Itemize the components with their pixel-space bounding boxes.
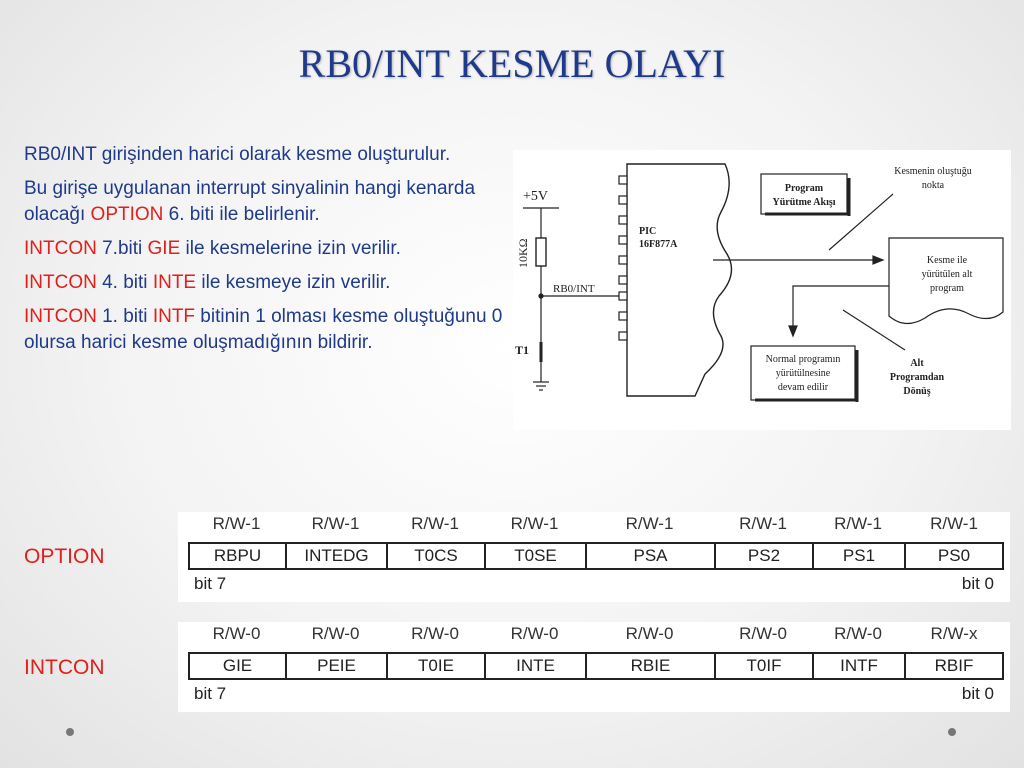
option-register-table (178, 512, 1010, 602)
highlight-inte: INTE (152, 272, 197, 293)
program-flow-label: Yürütme Akışı (772, 197, 836, 208)
bit-cell: T0IE (388, 654, 486, 678)
isr-label: Kesme ile (926, 255, 968, 266)
access-cell: R/W-0 (510, 624, 559, 643)
bullet-1 (24, 142, 519, 168)
bit-cell: T0IF (716, 654, 814, 678)
bit-cell: PSA (587, 544, 716, 568)
bit-cell: RBPU (190, 544, 287, 568)
bullet-text: Bu girişe uygulanan interrupt sinyalinin hangi kenarda olacağı (24, 178, 476, 225)
bit-cell: T0SE (486, 544, 587, 568)
access-cell: R/W-x (930, 624, 978, 643)
bullet-text: bitinin 1 olması kesme oluştuğunu 0 olursa harici kesme oluşmadığının bildirir. (24, 306, 503, 353)
switch-label: T1 (515, 343, 530, 357)
bit-cell: INTEDG (287, 544, 388, 568)
pic-chip (627, 164, 732, 396)
intcon-bits-row (188, 652, 1004, 680)
bit-cell: RBIF (934, 656, 974, 675)
normal-program-label: yürütülnesine (775, 368, 831, 379)
bullet-text: RB0/INT girişinden harici olarak kesme oluşturulur. (24, 144, 451, 165)
normal-program-label: devam edilir (777, 382, 829, 393)
bullet-text: ile kesmelerine izin verilir. (180, 238, 401, 259)
subroutine-return-note: Alt (910, 358, 924, 369)
bit-cell: RBIE (587, 654, 716, 678)
bit-cell: INTF (814, 654, 906, 678)
access-cell: R/W-1 (311, 514, 360, 533)
access-cell: R/W-0 (212, 624, 261, 643)
program-flow-box (761, 174, 847, 214)
vcc-label: +5V (523, 189, 549, 204)
resistor-symbol (536, 238, 546, 266)
intcon-register-label: INTCON (24, 656, 105, 679)
access-cell: R/W-1 (930, 514, 978, 533)
access-cell: R/W-1 (625, 514, 674, 533)
option-register-label: OPTION (24, 545, 105, 568)
chip-name: PIC (639, 226, 657, 237)
interrupt-point-note: Kesmenin oluştuğu (894, 166, 972, 177)
highlight-intcon: INTCON (24, 238, 97, 259)
highlight-intcon: INTCON (24, 306, 97, 327)
decorative-dot (948, 728, 956, 736)
bit-cell: PS1 (814, 544, 906, 568)
isr-label: yürütülen alt (921, 269, 973, 280)
subroutine-return-note: Programdan (889, 372, 945, 383)
access-cell: R/W-0 (834, 624, 882, 643)
access-cell: R/W-1 (212, 514, 261, 533)
bit-cell: T0CS (388, 544, 486, 568)
access-cell: R/W-0 (625, 624, 674, 643)
bullet-text: 1. biti (96, 306, 153, 327)
access-cell: R/W-1 (834, 514, 882, 533)
highlight-intf: INTF (152, 306, 196, 327)
highlight-option: OPTION (90, 204, 164, 225)
highlight-gie: GIE (147, 238, 181, 259)
bullet-4 (24, 270, 519, 296)
bit-cell: PEIE (287, 654, 388, 678)
resistor-label: 10KΩ (516, 238, 530, 268)
access-cell: R/W-0 (411, 624, 459, 643)
bullet-text: 7.biti (96, 238, 148, 259)
bit-low-label: bit 0 (961, 684, 994, 703)
decorative-dot (66, 728, 74, 736)
normal-program-label: Normal programın (765, 354, 841, 365)
bullet-list (24, 142, 519, 364)
option-bits-row (188, 542, 1004, 570)
bit-low-label: bit 0 (961, 574, 994, 593)
bit-cell: INTE (486, 654, 587, 678)
bullet-text: ile kesmeye izin verilir. (196, 272, 391, 293)
chip-model: 16F877A (639, 239, 678, 250)
access-cell: R/W-1 (510, 514, 559, 533)
access-cell: R/W-0 (311, 624, 360, 643)
chip-pins (619, 176, 627, 340)
access-cell: R/W-1 (739, 514, 787, 533)
subroutine-return-note: Dönüş (903, 386, 931, 397)
isr-label: program (930, 283, 964, 294)
bullet-text: 6. biti ile belirlenir. (163, 204, 320, 225)
isr-box (889, 238, 1003, 324)
bit-cell: PS0 (937, 546, 971, 565)
bit-high-label: bit 7 (194, 574, 227, 593)
rb0-label: RB0/INT (553, 283, 595, 295)
access-cell: R/W-1 (411, 514, 459, 533)
intcon-register-table (178, 622, 1010, 712)
highlight-intcon: INTCON (24, 272, 97, 293)
program-flow-label: Program (784, 183, 824, 194)
bullet-text: 4. biti (96, 272, 153, 293)
bullet-3 (24, 236, 519, 262)
bullet-2 (24, 176, 519, 228)
bullet-5 (24, 304, 519, 356)
bit-high-label: bit 7 (194, 684, 227, 703)
access-cell: R/W-0 (739, 624, 787, 643)
interrupt-point-note: nokta (921, 180, 945, 191)
bit-cell: PS2 (716, 544, 814, 568)
page-title: RB0/INT KESME OLAYI (298, 41, 726, 86)
bit-cell: GIE (190, 654, 287, 678)
interrupt-circuit-diagram (513, 150, 1011, 430)
